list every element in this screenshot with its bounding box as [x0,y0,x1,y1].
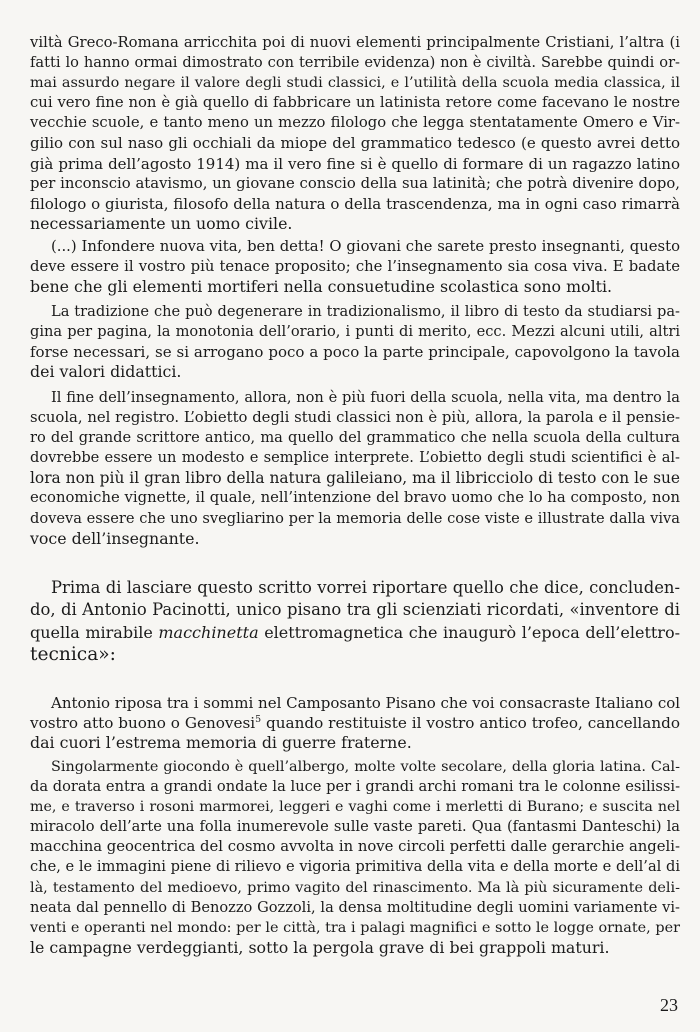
text-line [30,488,680,508]
text-line [30,938,680,958]
text-line [30,33,680,53]
text-segment: già prima dell’agosto 1914) ma il vero fine si è quello di formare di un ragazzo latino [30,154,680,173]
text-line [30,837,680,857]
text-segment: me, e traverso i rosoni marmorei, leggeri e vaghi come i merletti di Burano; e suscita nel [30,799,680,816]
text-segment: Il fine dell’insegnamento, allora, non è più fuori della scuola, nella vita, ma dentro la [51,389,680,406]
text-segment: Prima di lasciare questo scritto vorrei riportare quello che dice, concluden- [51,578,680,597]
text-segment: bene che gli elementi mortiferi nella consuetudine scolastica sono molti. [30,277,613,297]
text-line [30,174,680,194]
text-segment: scuola, nel registro. L’obietto degli studi classici non è più, allora, la parola e il pensie- [30,409,680,427]
text-line [30,237,680,257]
text-line [30,509,680,529]
text-line [30,342,680,362]
text-segment: cui vero fine non è già quello di fabbricare un latinista retore come facevano le nostre [30,94,680,112]
text-segment: mai assurdo negare il valore degli studi classici, e l’utilità della scuola media classica, il [30,75,680,92]
text-line [30,362,680,382]
text-segment: filologo o giurista, filosofo della natura o della trascendenza, ma in ogni caso rimarrà [30,194,680,213]
text-segment: da dorata entra a grandi ondate la luce per i grandi archi romani tra le colonne esilissi- [30,778,680,796]
text-line [30,644,680,666]
text-segment: dei valori didattici. [30,362,182,382]
text-segment: quella mirabile [30,622,159,642]
text-segment: vecchie scuole, e tanto meno un mezzo filologo che legga stentatamente Omero e Vir- [30,114,680,132]
paragraph-tradizione [30,302,680,382]
text-line [30,599,680,621]
text-line [30,133,680,153]
text-segment: viltà Greco-Romana arricchita poi di nuovi elementi principalmente Cristiani, l’altra (i [30,34,680,51]
text-line [30,428,680,448]
text-line [30,468,680,488]
text-segment: Antonio riposa tra i sommi nel Camposanto Pisano che voi consacraste Italiano col [51,694,681,712]
footnote-marker[interactable]: 5 [255,714,262,726]
text-segment: per inconscio atavismo, un giovane conscio della sua latinità; che potrà divenire dopo, [30,174,680,192]
text-line [30,857,680,877]
text-line [30,194,680,214]
text-segment: forse necessari, se si arrogano poco a poco la parte principale, capovolgono la tavola [30,343,680,362]
text-line [30,713,680,733]
text-segment: deve essere il vostro più tenace proposito; che l’insegnamento sia cosa viva. E badate [30,258,680,276]
page-number: 23 [660,995,678,1015]
text-segment: fatti lo hanno ormai dimostrato con terribile evidenza) non è civiltà. Sarebbe quindi or- [30,54,680,72]
text-segment: venti e operanti nel mondo: per le città, tra i palagi magnifici e sotto le logge ornate, per [30,919,680,936]
text-line [30,529,680,549]
text-line [30,797,680,817]
text-line [30,577,680,599]
text-line [30,388,680,408]
text-segment: doveva essere che uno svegliarino per la memoria delle cose viste e illustrate dalla viva [30,509,680,527]
text-segment: quando restituiste il vostro antico trofeo, cancellando [261,714,680,733]
text-segment: macchina geocentrica del cosmo avvolta in nove circoli perfetti dalle gerarchie angeli- [30,838,680,856]
text-line [30,93,680,113]
text-segment: vostro atto buono o Genovesi [30,714,256,733]
text-segment: Singolarmente giocondo è quell’albergo, molte volte secolare, della gloria latina. Cal- [51,759,680,775]
text-line [30,214,680,234]
text-line [30,113,680,133]
text-segment: neata dal pennello di Benozzo Gozzoli, la densa moltitudine degli uomini variamente vi- [30,898,680,916]
text-segment: (...) Infondere nuova vita, ben detta! O giovani che sarete presto insegnanti, questo [51,238,680,255]
text-line [30,777,680,797]
text-segment: economiche vignette, il quale, nell’intenzione del bravo uomo che lo ha composto, non [30,489,680,507]
text-line [30,757,680,777]
text-segment: do, di Antonio Pacinotti, unico pisano tra gli scienziati ricordati, «inventore di [30,600,680,620]
text-line [30,257,680,277]
paragraph-civilta [30,33,680,234]
text-line [30,693,680,713]
text-line [30,302,680,322]
text-segment: lora non più il gran libro della natura galileiano, ma il libricciolo di testo con le sue [30,469,680,488]
text-line [30,898,680,918]
text-segment: ro del grande scrittore antico, ma quello del grammatico che nella scuola della cultura [30,429,680,447]
text-segment: elettromagnetica che inaugurò l’epoca dell’elettro- [258,622,680,642]
text-line [30,408,680,428]
text-line [30,154,680,174]
text-line [30,73,680,93]
text-segment: voce dell’insegnante. [30,528,200,548]
text-line [30,918,680,938]
text-segment: tecnica»: [30,643,116,665]
text-line [30,53,680,73]
text-line [30,817,680,837]
text-line [30,277,680,297]
text-line [30,622,680,644]
text-line [30,322,680,342]
text-segment: dovrebbe essere un modesto e semplice interprete. L’obietto degli studi scientifici è al- [30,449,680,467]
text-segment: dai cuori l’estrema memoria di guerre fraterne. [30,733,412,753]
text-line [30,878,680,898]
text-segment: miracolo dell’arte una folla inumerevole sulle vaste pareti. Qua (fantasmi Danteschi) la [30,818,680,836]
paragraph-fine [30,388,680,549]
text-segment: gilio con sul naso gli occhiali da miope del grammatico tedesco (e questo avrei detto [30,134,680,153]
text-segment: le campagne verdeggianti, sotto la pergola grave di bei grappoli maturi. [30,937,610,957]
text-line [30,448,680,468]
text-segment: che, e le immagini piene di rilievo e vigoria primitiva della vita e della morte e dell’al di [30,858,680,876]
paragraph-singolarmente [30,757,680,958]
paragraph-infondere [30,237,680,297]
text-segment: necessariamente un uomo civile. [30,213,293,233]
paragraph-antonio [30,693,680,753]
text-line [30,733,680,753]
paragraph-pacinotti [30,577,680,666]
text-segment: gina per pagina, la monotonia dell’orario, i punti di merito, ecc. Mezzi alcuni utili, altri [30,323,680,341]
italic-text: macchinetta [158,622,259,642]
text-segment: là, testamento del medioevo, primo vagito del rinascimento. Ma là più sicuramente deli- [30,879,680,896]
text-segment: La tradizione che può degenerare in tradizionalismo, il libro di testo da studiarsi pa- [51,303,680,320]
